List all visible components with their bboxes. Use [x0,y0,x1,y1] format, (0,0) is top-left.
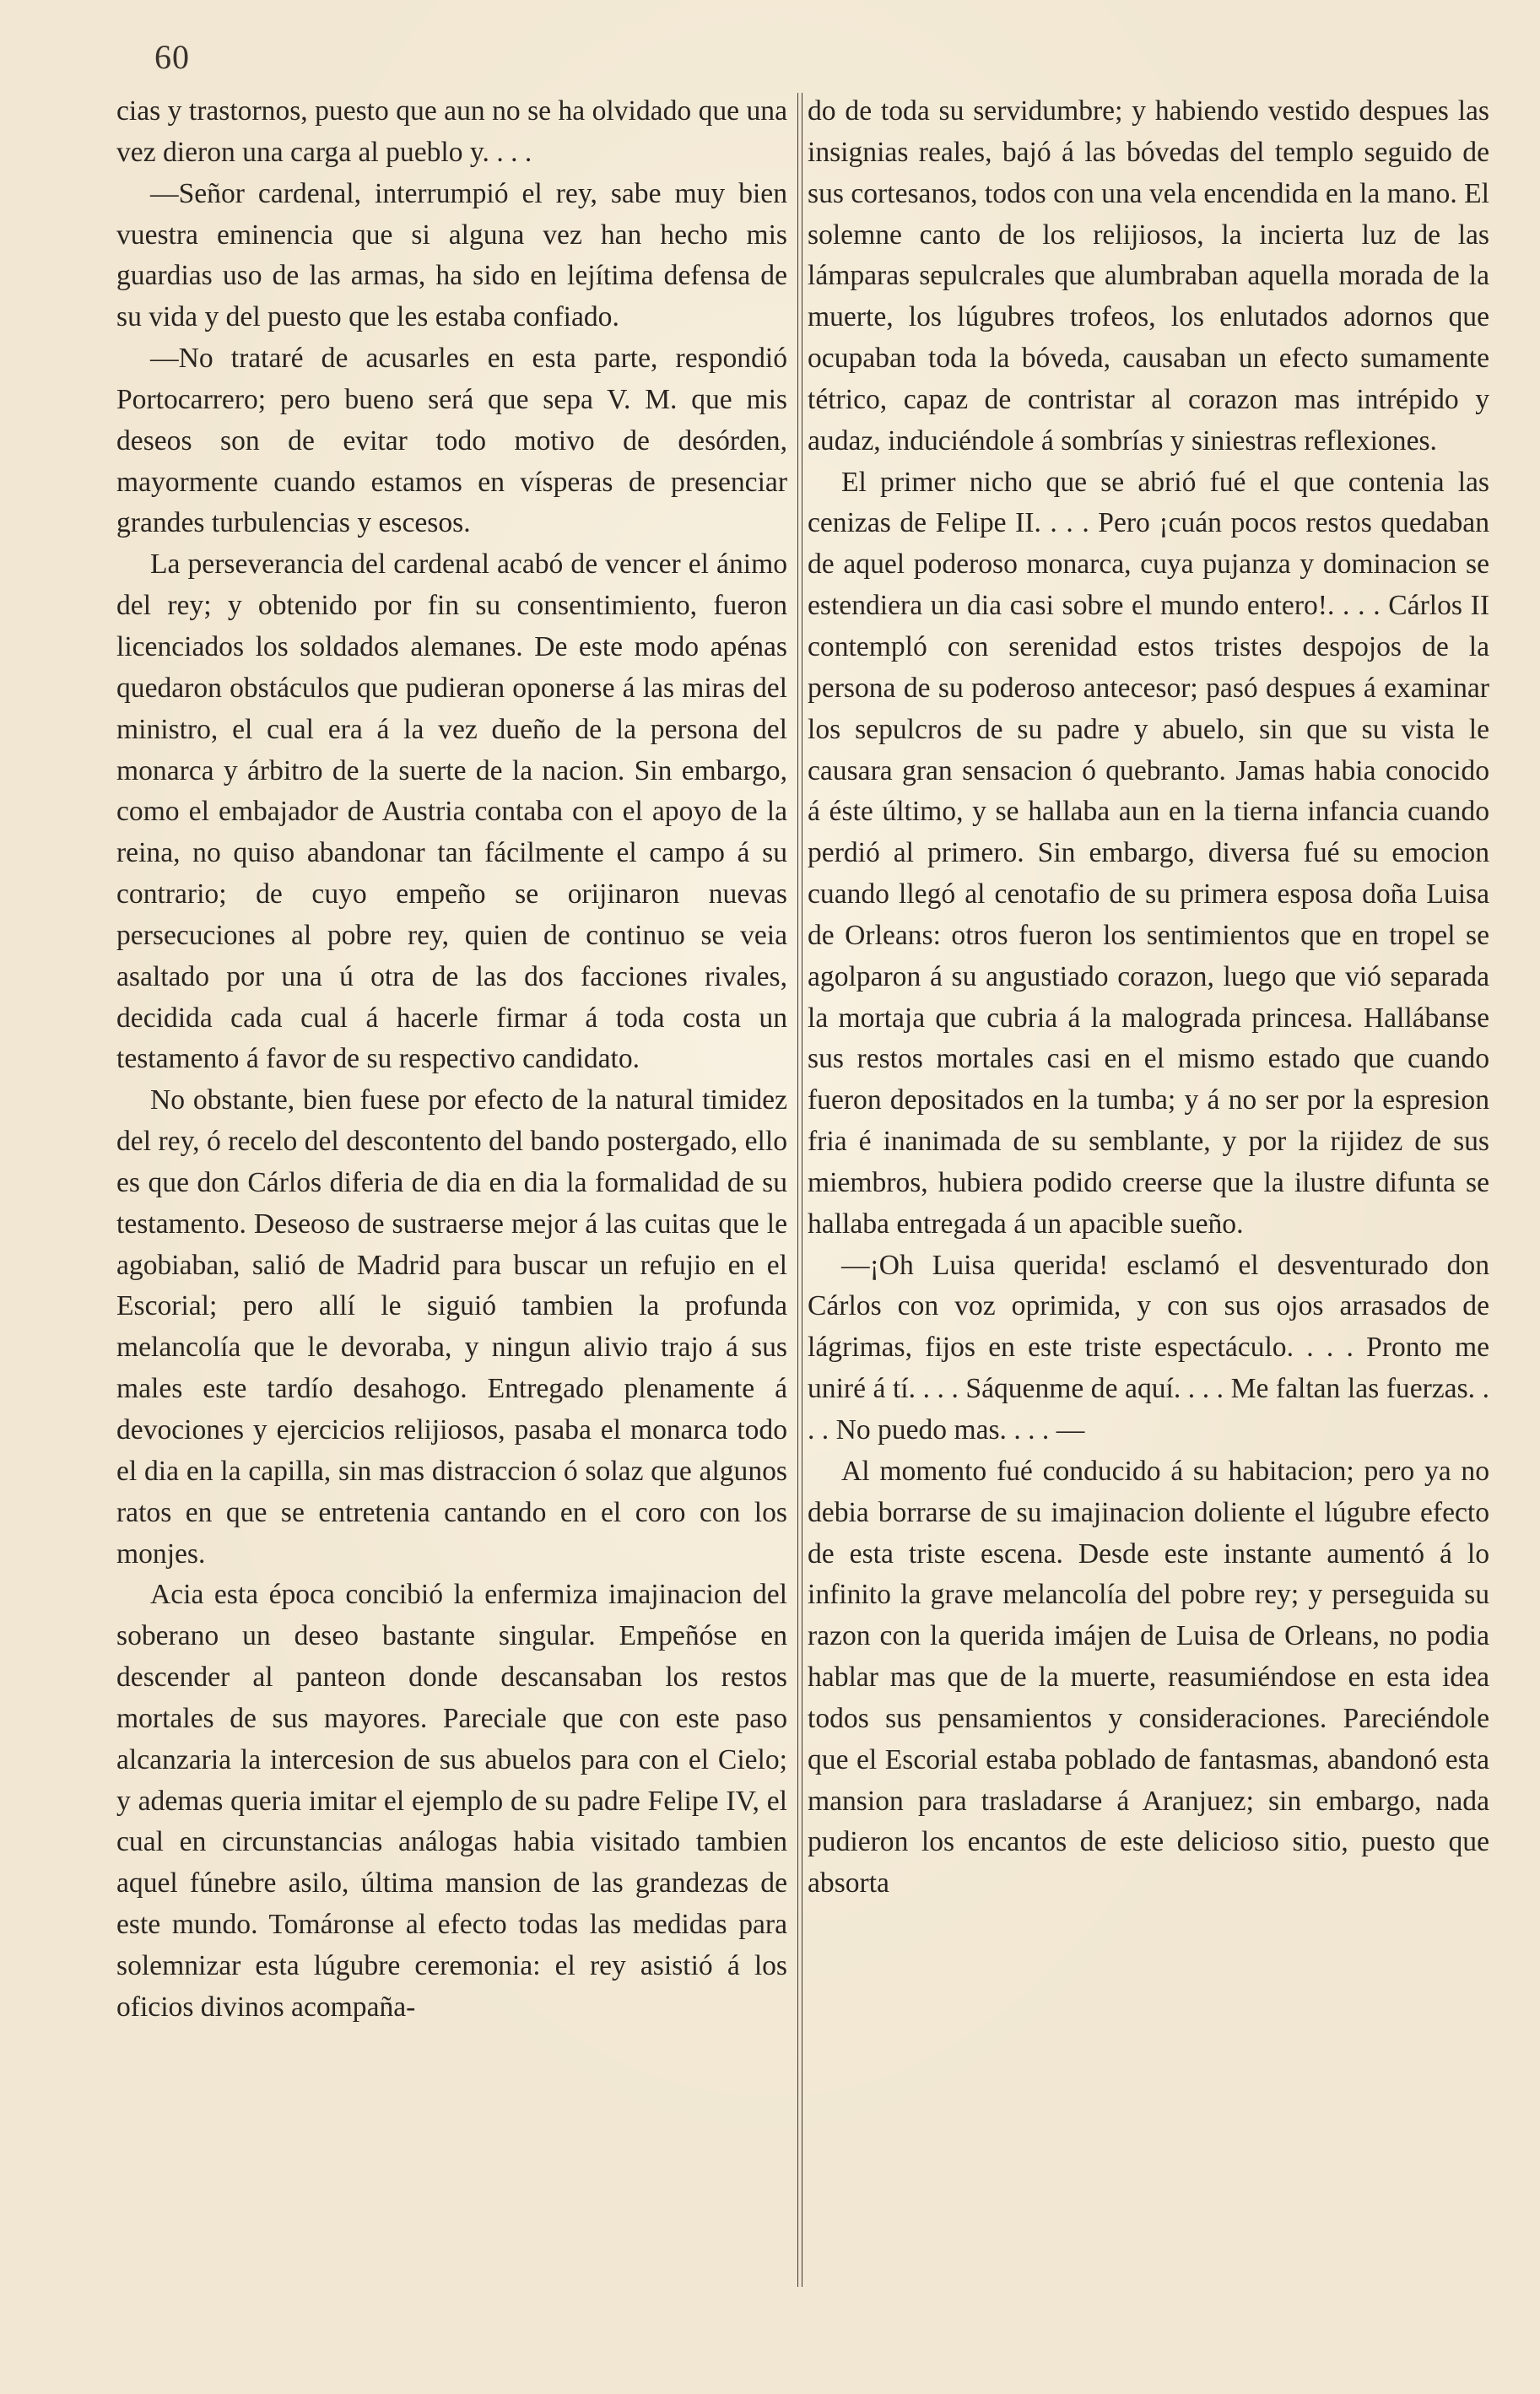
left-column [116,91,787,2029]
paragraph: No obstante, bien fuese por efecto de la natural timidez del rey, ó recelo del descontento del bando postergado, ello es que don Cárlos diferia de dia en dia la formalidad de su testamento. Deseoso de sustraerse mejor á las cuitas que le agobiaban, salió de Madrid para buscar un refujio en el Escorial; pero allí le siguió tambien la profunda melancolía que le devoraba, y ningun alivio trajo á sus males este tardío desahogo. Entregado plenamente á devociones y ejercicios relijiosos, pasaba el monarca todo el dia en la capilla, sin mas distraccion ó solaz que algunos ratos en que se entretenia cantando en el coro con los monjes. [116,1084,787,1570]
paragraph: —No trataré de acusarles en esta parte, respondió Portocarrero; pero bueno será que sepa V. M. que mis deseos son de evitar todo motivo de desórden, mayormente cuando estamos en vísperas de presenciar grandes turbulencias y escesos. [116,343,787,539]
paragraph: do de toda su servidumbre; y habiendo vestido despues las insignias reales, bajó á las bóvedas del templo seguido de sus cortesanos, todos con una vela encendida en la mano. El solemne canto de los relijiosos, la incierta luz de las lámparas sepulcrales que alumbraban aquella morada de la muerte, los lúgubres trofeos, los enlutados adornos que ocupaban toda la bóveda, causaban un efecto sumamente tétrico, capaz de contristar al corazon mas intrépido y audaz, induciéndole á sombrías y siniestras reflexiones. [808,95,1489,457]
paragraph: —¡Oh Luisa querida! esclamó el desventurado don Cárlos con voz oprimida, y con sus ojos arrasados de lágrimas, fijos en este triste espectáculo. . . . Pronto me uniré á tí. . . . Sáquenme de aquí. . . . Me faltan las fuerzas. . . . No puedo mas. . . . — [808,1249,1489,1446]
paragraph: La perseverancia del cardenal acabó de vencer el ánimo del rey; y obtenido por fin su consentimiento, fueron licenciados los soldados alemanes. De este modo apénas quedaron obstáculos que pudieran oponerse á las miras del ministro, el cual era á la vez dueño de la persona del monarca y árbitro de la suerte de la nacion. Sin embargo, como el embajador de Austria contaba con el apoyo de la reina, no quiso abandonar tan fácilmente el campo á su contrario; de cuyo empeño se orijinaron nuevas persecuciones al pobre rey, quien de continuo se veia asaltado por una ú otra de las dos facciones rivales, decidida cada cual á hacerle firmar á toda costa un testamento á favor de su respectivo candidato. [116,549,787,1075]
page-number: 60 [154,38,190,76]
paragraph: El primer nicho que se abrió fué el que contenia las cenizas de Felipe II. . . . Pero ¡cuán pocos restos quedaban de aquel poderoso monarca, cuya pujanza y dominacion se estendiera un dia casi sobre el mundo entero!. . . . Cárlos II contempló con serenidad estos tristes despojos de la persona de su poderoso antecesor; pasó despues á examinar los sepulcros de su padre y abuelo, sin que su vista le causara gran sensacion ó quebranto. Jamas habia conocido á éste último, y se hallaba aun en la tierna infancia cuando perdió al primero. Sin embargo, diversa fué su emocion cuando llegó al cenotafio de su primera esposa doña Luisa de Orleans: otros fueron los sentimientos que en tropel se agolparon á su angustiado corazon, luego que vió separada la mortaja que cubria á la malograda princesa. Hallábanse sus restos mortales casi en el mismo estado que cuando fueron depositados en la tumba; y á no ser por la espresion fria é inanimada de su semblante, y por la rijidez de sus miembros, hubiera podido creerse que la ilustre difunta se hallaba entregada á un apacible sueño. [808,466,1489,1240]
paragraph: cias y trastornos, puesto que aun no se ha olvidado que una vez dieron una carga al pueblo y. . . . [116,95,787,168]
column-divider [797,93,798,2287]
right-column [808,91,1489,1905]
paragraph: Acia esta época concibió la enfermiza imajinacion del soberano un deseo bastante singular. Empeñóse en descender al panteon donde descansaban los restos mortales de sus mayores. Pareciale que con este paso alcanzaria la intercesion de sus abuelos para con el Cielo; y ademas queria imitar el ejemplo de su padre Felipe IV, el cual en circunstancias análogas habia visitado tambien aquel fúnebre asilo, última mansion de las grandezas de este mundo. Tomáronse al efecto todas las medidas para solemnizar esta lúgubre ceremonia: el rey asistió á los oficios divinos acompaña- [116,1579,787,2023]
paragraph: Al momento fué conducido á su habitacion; pero ya no debia borrarse de su imajinacion doliente el lúgubre efecto de esta triste escena. Desde este instante aumentó á lo infinito la grave melancolía del pobre rey; y perseguida su razon con la querida imájen de Luisa de Orleans, no podia hablar mas que de la muerte, reasumiéndose en esta idea todos sus pensamientos y consideraciones. Pareciéndole que el Escorial estaba poblado de fantasmas, abandonó esta mansion para trasladarse á Aranjuez; sin embargo, nada pudieron los encantos de este delicioso sitio, puesto que absorta [808,1455,1489,1900]
paragraph: —Señor cardenal, interrumpió el rey, sabe muy bien vuestra eminencia que si alguna vez han hecho mis guardias uso de las armas, ha sido en lejítima defensa de su vida y del puesto que les estaba confiado. [116,177,787,333]
